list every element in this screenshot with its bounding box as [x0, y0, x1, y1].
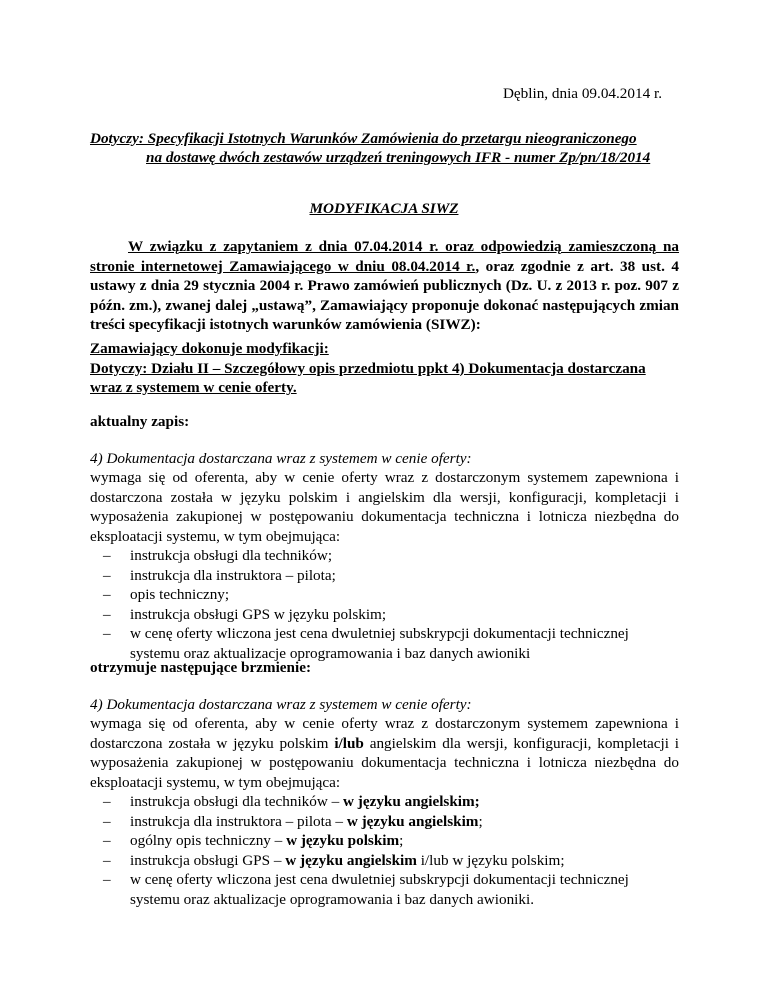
current-body: wymaga się od oferenta, aby w cenie oferty wraz z dostarczonym systemem zapewniona i dostarczona została w języku polskim i angielskim dla wersji, konfiguracji, kompletacji i wyposażenia zakupionej w postępowaniu dokumentacja techniczna i lotnicza niezbędna do eksploatacji systemu, w tym obejmująca: — [90, 469, 679, 545]
subject-line-1: Dotyczy: Specyfikacji Istotnych Warunków Zamówienia do przetargu nieograniczonego — [90, 130, 637, 147]
new-heading: 4) Dokumentacja dostarczana wraz z systemem w cenie oferty: — [90, 696, 472, 713]
current-list — [90, 546, 650, 664]
list-item: – instrukcja dla instruktora – pilota – w języku angielskim; — [103, 812, 483, 830]
list-item: – instrukcja obsługi GPS w języku polskim; — [103, 605, 387, 623]
dash-bullet: – — [103, 871, 111, 889]
new-label: otrzymuje następujące brzmienie: — [90, 659, 311, 676]
list-item: – instrukcja obsługi dla techników; — [103, 547, 333, 564]
intro-underlined: W związku z zapytaniem z dnia 07.04.2014 r. oraz odpowiedzią zamieszczoną na stronie internetowej Zamawiającego w dniu 08.04.2014 r. — [90, 238, 679, 275]
dash-bullet: – — [103, 832, 111, 850]
current-label: aktualny zapis: — [90, 413, 190, 430]
dash-bullet: – — [103, 851, 111, 869]
modification-notice — [90, 339, 679, 398]
place-date: Dęblin, dnia 09.04.2014 r. — [502, 85, 662, 102]
list-item: – ogólny opis techniczny – w języku polskim; — [103, 832, 404, 850]
intro-paragraph — [90, 237, 679, 335]
modification-line-2: Dotyczy: Działu II – Szczegółowy opis przedmiotu ppkt 4) Dokumentacja dostarczana wraz z systemem w cenie oferty. — [90, 359, 646, 397]
dash-bullet: – — [103, 812, 111, 830]
list-item: – opis techniczny; — [103, 586, 230, 604]
dash-bullet: – — [103, 566, 111, 584]
dash-bullet: – — [103, 605, 111, 623]
subject-line-2: na dostawę dwóch zestawów urządzeń treningowych IFR - numer Zp/pn/18/2014 — [146, 149, 651, 166]
modification-line-1: Zamawiający dokonuje modyfikacji: — [90, 340, 329, 357]
list-item: – w cenę oferty wliczona jest cena dwuletniej subskrypcji dokumentacji technicznej systemu oraz aktualizacje oprogramowania i baz danych awioniki — [103, 625, 629, 662]
list-item: – instrukcja obsługi GPS – w języku angielskim i/lub w języku polskim; — [103, 851, 565, 869]
dash-bullet: – — [103, 547, 111, 564]
list-item: – w cenę oferty wliczona jest cena dwuletniej subskrypcji dokumentacji technicznej systemu oraz aktualizacje oprogramowania i baz danych awioniki. — [103, 871, 629, 908]
intro-rest: , oraz zgodnie z art. 38 ust. 4 ustawy z dnia 29 stycznia 2004 r. Prawo zamówień publicznych (Dz. U. z 2013 r. poz. 907 z późn. zm.), zwanej dalej „ustawą”, Zamawiający proponuje dokonać następujących zmian treści specyfikacji istotnych warunków zamówienia (SIWZ): — [90, 257, 679, 334]
new-list — [90, 792, 650, 910]
dash-bullet: – — [103, 586, 111, 604]
new-body-emphasis: i/lub — [334, 734, 364, 752]
new-body: wymaga się od oferenta, aby w cenie oferty wraz z dostarczonym systemem zapewniona i dostarczona została w języku polskim i/lub angielskim dla wersji, konfiguracji, kompletacji i wyposażenia zakupionej w postępowaniu dokumentacja techniczna i lotnicza niezbędna do eksploatacji systemu, w tym obejmująca: — [90, 715, 679, 791]
list-item: – instrukcja dla instruktora – pilota; — [103, 566, 336, 584]
document-title: MODYFIKACJA SIWZ — [309, 200, 459, 217]
list-item: – instrukcja obsługi dla techników – w języku angielskim; — [103, 793, 480, 810]
current-heading: 4) Dokumentacja dostarczana wraz z systemem w cenie oferty: — [90, 450, 472, 467]
dash-bullet: – — [103, 793, 111, 810]
dash-bullet: – — [103, 625, 111, 643]
